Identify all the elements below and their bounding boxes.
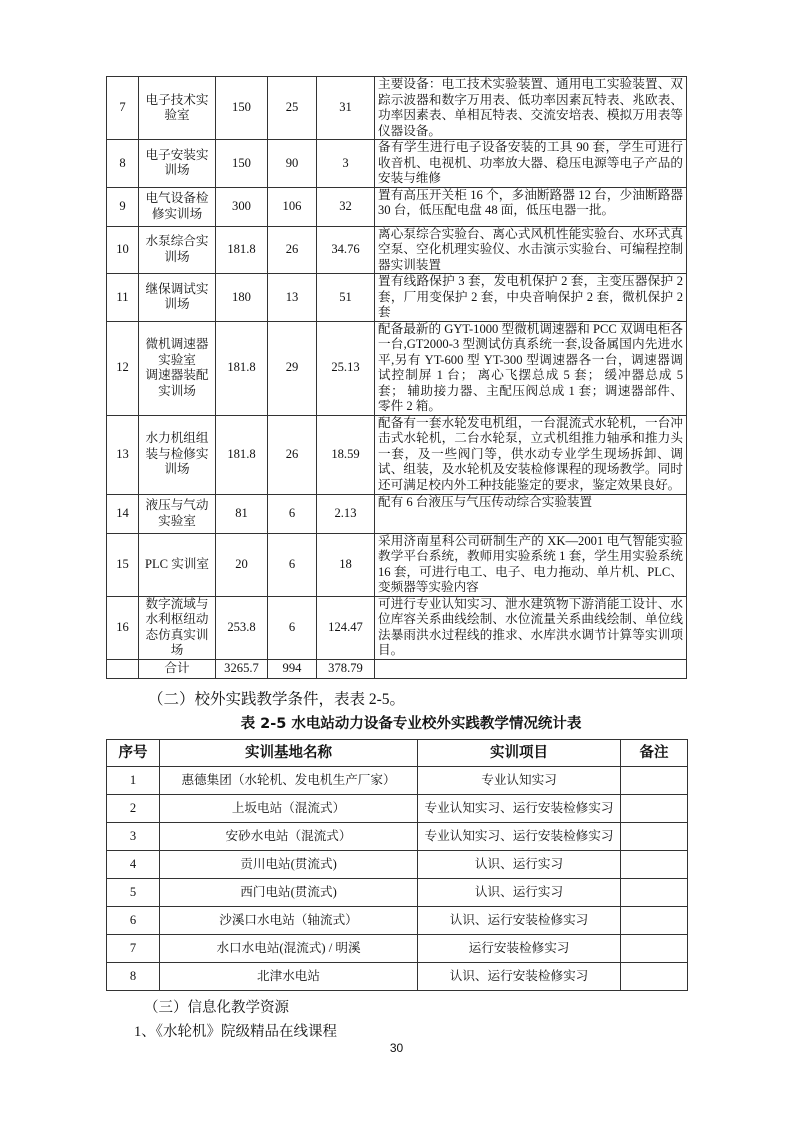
row-number: 3: [107, 822, 160, 850]
area: 180: [216, 274, 268, 322]
header-project: 实训项目: [418, 739, 621, 766]
equipment-value: 32: [317, 187, 375, 226]
stations: 90: [268, 140, 317, 188]
equipment-value: 18.59: [317, 415, 375, 494]
equipment-description: 配备有一套水轮发电机组，一台混流式水轮机，一台冲击式水轮机，二台水轮泵，立式机组推力轴承和推力头一套，及一些阀门等，供水动专业学生现场拆卸、调试、组装，及水轮机及安装检修课程的现场教学。同时还可满足校内外工种技能鉴定的要求，鉴定效果良好。: [375, 415, 687, 494]
equipment-description: 主要设备：电工技术实验装置、通用电工实验装置、双踪示波器和数字万用表、低功率因素瓦特表、兆欧表、功率因素表、单相瓦特表、交流安培表、模拟万用表等仪器设备。: [375, 77, 687, 140]
row-number: 4: [107, 850, 160, 878]
training-base-name: 安砂水电站（混流式）: [160, 822, 418, 850]
total-empty-cell: [107, 659, 139, 678]
header-base-name: 实训基地名称: [160, 739, 418, 766]
equipment-value: 31: [317, 77, 375, 140]
row-number: 15: [107, 533, 139, 596]
row-number: 11: [107, 274, 139, 322]
stations: 6: [268, 494, 317, 533]
section-heading-offcampus: （二）校外实践教学条件，表表 2-5。: [148, 690, 406, 708]
training-base-name: 沙溪口水电站（轴流式）: [160, 906, 418, 934]
row-number: 14: [107, 494, 139, 533]
row-number: 12: [107, 321, 139, 415]
remarks: [621, 766, 688, 794]
stations: 26: [268, 226, 317, 274]
table-row: [107, 77, 687, 140]
stations: 29: [268, 321, 317, 415]
facility-name-part: 液压与气动实验室: [145, 498, 209, 528]
equipment-description: 置有高压开关柜 16 个，多油断路器 12 台，少油断路器 30 台，低压配电盘 48 面，低压电器一批。: [375, 187, 687, 226]
list-item-course: 1、《水轮机》院级精品在线课程: [134, 1023, 337, 1040]
stations: 25: [268, 77, 317, 140]
facility-name: [139, 533, 216, 596]
table-row: [107, 140, 687, 188]
total-value: 378.79: [317, 659, 375, 678]
remarks: [621, 906, 688, 934]
equipment-description: 采用济南星科公司研制生产的 XK—2001 电气智能实验教学平台系统，教师用实验系统 1 套，学生用实验系统 16 套，可进行电工、电子、电力拖动、单片机、PLC、变频器等实验内容: [375, 533, 687, 596]
table-row: [107, 906, 688, 934]
equipment-value: 3: [317, 140, 375, 188]
facility-name: [139, 226, 216, 274]
page-content: [0, 76, 793, 1041]
training-project: 认识、运行实习: [418, 850, 621, 878]
equipment-description: 配备最新的 GYT-1000 型微机调速器和 PCC 双调电柜各一台,GT2000-3 型测试仿真系统一套,设备属国内先进水平,另有 YT-600 型 YT-300 型调速器各一台，调速器调试控制屏 1 台； 离心飞摆总成 5 套； 缓冲器总成 5 套； 辅助接力器、主配压阀总成 1 套；调速器部件、零件 2 箱。: [375, 321, 687, 415]
header-no: 序号: [107, 739, 160, 766]
stations: 13: [268, 274, 317, 322]
row-number: 7: [107, 77, 139, 140]
area: 181.8: [216, 321, 268, 415]
training-base-name: 北津水电站: [160, 962, 418, 990]
table-row: [107, 794, 688, 822]
equipment-description: 配有 6 台液压与气压传动综合实验装置: [375, 494, 687, 533]
table-caption: 表 2-5 水电站动力设备专业校外实践教学情况统计表: [240, 715, 582, 732]
facility-name: [139, 596, 216, 659]
equipment-description: 离心泵综合实验台、离心式风机性能实验台、水环式真空泵、空化机理实验仪、水击演示实验台、可编程控制器实训装置: [375, 226, 687, 274]
equipment-value: 51: [317, 274, 375, 322]
row-number: 2: [107, 794, 160, 822]
training-project: 专业认知实习、运行安装检修实习: [418, 822, 621, 850]
facility-name-part: 数字流域与水利枢纽动态仿真实训场: [145, 596, 209, 657]
total-description-empty: [375, 659, 687, 678]
stations: 26: [268, 415, 317, 494]
page-number: 30: [389, 1041, 404, 1055]
facility-name: [139, 415, 216, 494]
equipment-value: 124.47: [317, 596, 375, 659]
table-row: [107, 766, 688, 794]
facility-name-part: 水泵综合实训场: [145, 234, 209, 264]
row-number: 13: [107, 415, 139, 494]
header-note: 备注: [621, 739, 688, 766]
table-row: [107, 226, 687, 274]
table-header-row: [107, 739, 688, 766]
table-row: [107, 822, 688, 850]
training-base-name: 上坂电站（混流式）: [160, 794, 418, 822]
lab-facilities-table: [106, 76, 687, 679]
equipment-description: 置有线路保护 3 套，发电机保护 2 套，主变压器保护 2 套，厂用变保护 2 套，中央音响保护 2 套，微机保护 2 套: [375, 274, 687, 322]
remarks: [621, 822, 688, 850]
area: 181.8: [216, 226, 268, 274]
table-row: [107, 533, 687, 596]
table-row: [107, 934, 688, 962]
facility-name-part: PLC 实训室: [144, 556, 210, 571]
facility-name-part: 微机调速器实验室: [145, 337, 209, 367]
area: 181.8: [216, 415, 268, 494]
facility-name: [139, 274, 216, 322]
table-row: [107, 494, 687, 533]
row-number: 10: [107, 226, 139, 274]
training-base-name: 惠德集团（水轮机、发电机生产厂家）: [160, 766, 418, 794]
row-number: 9: [107, 187, 139, 226]
offcampus-practice-table: [106, 739, 688, 991]
equipment-value: 34.76: [317, 226, 375, 274]
table-row: [107, 850, 688, 878]
equipment-value: 18: [317, 533, 375, 596]
facility-name-part: 电子安装实训场: [145, 147, 209, 178]
facility-name-part: 水力机组组装与检修实训场: [145, 431, 209, 477]
training-base-name: 西门电站(贯流式): [160, 878, 418, 906]
remarks: [621, 934, 688, 962]
remarks: [621, 850, 688, 878]
facility-name: [139, 187, 216, 226]
remarks: [621, 878, 688, 906]
row-number: 6: [107, 906, 160, 934]
area: 150: [216, 140, 268, 188]
training-project: 专业认知实习: [418, 766, 621, 794]
total-stations: 994: [268, 659, 317, 678]
table-row: [107, 274, 687, 322]
training-base-name: 贡川电站(贯流式): [160, 850, 418, 878]
facility-name: [139, 77, 216, 140]
row-number: 8: [107, 140, 139, 188]
table-row: [107, 596, 687, 659]
row-number: 1: [107, 766, 160, 794]
area: 150: [216, 77, 268, 140]
training-project: 专业认知实习、运行安装检修实习: [418, 794, 621, 822]
stations: 6: [268, 533, 317, 596]
remarks: [621, 794, 688, 822]
row-number: 7: [107, 934, 160, 962]
total-row: [107, 659, 687, 678]
section-heading-info-resources: （三）信息化教学资源: [144, 999, 289, 1016]
row-number: 16: [107, 596, 139, 659]
facility-name: [139, 140, 216, 188]
remarks: [621, 962, 688, 990]
area: 253.8: [216, 596, 268, 659]
stations: 106: [268, 187, 317, 226]
table-row: [107, 878, 688, 906]
training-project: 认识、运行实习: [418, 878, 621, 906]
equipment-value: 2.13: [317, 494, 375, 533]
total-label: 合计: [139, 659, 216, 678]
table-row: [107, 187, 687, 226]
facility-name-part: 继保调试实训场: [145, 281, 209, 312]
facility-name-part: 电子技术实验室: [145, 92, 209, 122]
equipment-description: 可进行专业认知实习、泄水建筑物下游消能工设计、水位库容关系曲线绘制、水位流量关系曲线绘制、单位线法暴雨洪水过程线的推求、水库洪水调节计算等实训项目。: [375, 596, 687, 659]
facility-name: [139, 321, 216, 415]
area: 81: [216, 494, 268, 533]
stations: 6: [268, 596, 317, 659]
facility-name-part: 电气设备检修实训场: [145, 191, 209, 221]
area: 300: [216, 187, 268, 226]
table-row: [107, 415, 687, 494]
row-number: 5: [107, 878, 160, 906]
facility-name-part: 调速器装配实训场: [145, 368, 209, 398]
area: 20: [216, 533, 268, 596]
equipment-description: 备有学生进行电子设备安装的工具 90 套，学生可进行收音机、电视机、功率放大器、稳压电源等电子产品的安装与维修: [375, 140, 687, 188]
training-project: 认识、运行安装检修实习: [418, 962, 621, 990]
training-project: 认识、运行安装检修实习: [418, 906, 621, 934]
equipment-value: 25.13: [317, 321, 375, 415]
table-row: [107, 962, 688, 990]
training-base-name: 水口水电站(混流式) / 明溪: [160, 934, 418, 962]
row-number: 8: [107, 962, 160, 990]
table-row: [107, 321, 687, 415]
total-area: 3265.7: [216, 659, 268, 678]
training-project: 运行安装检修实习: [418, 934, 621, 962]
facility-name: [139, 494, 216, 533]
